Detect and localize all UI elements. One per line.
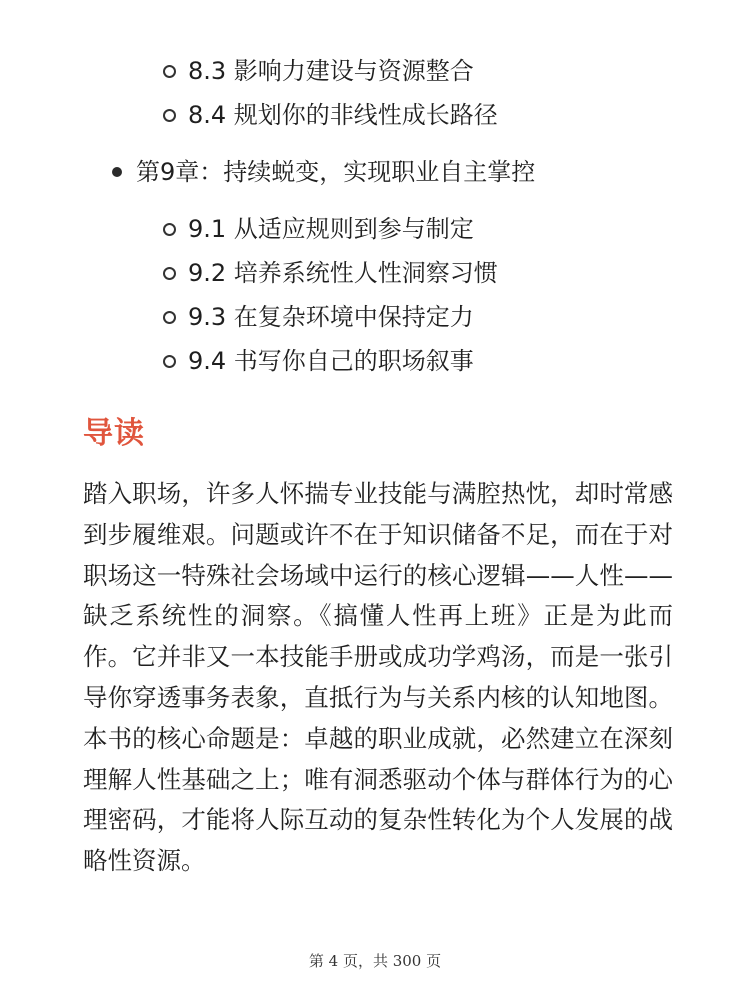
intro-paragraph: 踏入职场，许多人怀揣专业技能与满腔热忱，却时常感到步履维艰。问题或许不在于知识储备不足，而在于对职场这一特殊社会场域中运行的核心逻辑——人性——缺乏系统性的洞察。《搞懂人性再上班》正是为此而作。它并非又一本技能手册或成功学鸡汤，而是一张引导你穿透事务表象，直抵行为与关系内核的认知地图。本书的核心命题是：卓越的职业成就，必然建立在深刻理解人性基础之上；唯有洞悉驱动个体与群体行为的心理密码，才能将人际互动的复杂性转化为个人发展的战略性资源。 <box>83 479 673 876</box>
toc-chapter-title: 第9章：持续蜕变，实现职业自主掌控 <box>136 158 536 186</box>
page-number-footer: 第 4 页，共 300 页 <box>308 952 442 970</box>
toc-item-label: 8.3 影响力建设与资源整合 <box>188 57 474 85</box>
hollow-bullet-icon <box>163 311 176 324</box>
hollow-bullet-icon <box>163 267 176 280</box>
toc-item-9-2[interactable] <box>0 251 750 295</box>
chapter9-subsection-list <box>0 207 750 383</box>
hollow-bullet-icon <box>163 109 176 122</box>
hollow-bullet-icon <box>163 355 176 368</box>
toc-chapter-9[interactable] <box>0 150 750 194</box>
toc-item-label: 9.3 在复杂环境中保持定力 <box>188 303 474 331</box>
toc-item-9-4[interactable] <box>0 339 750 383</box>
toc-item-9-1[interactable] <box>0 207 750 251</box>
intro-heading: 导读 <box>83 416 145 451</box>
chapter8-subsection-list <box>0 49 750 137</box>
hollow-bullet-icon <box>163 65 176 78</box>
toc-item-label: 9.2 培养系统性人性洞察习惯 <box>188 259 498 287</box>
toc-item-label: 9.1 从适应规则到参与制定 <box>188 215 474 243</box>
filled-bullet-icon <box>112 167 122 177</box>
toc-item-label: 8.4 规划你的非线性成长路径 <box>188 101 498 129</box>
hollow-bullet-icon <box>163 223 176 236</box>
toc-item-8-4[interactable] <box>0 93 750 137</box>
toc-item-9-3[interactable] <box>0 295 750 339</box>
toc-item-label: 9.4 书写你自己的职场叙事 <box>188 347 474 375</box>
toc-item-8-3[interactable] <box>0 49 750 93</box>
